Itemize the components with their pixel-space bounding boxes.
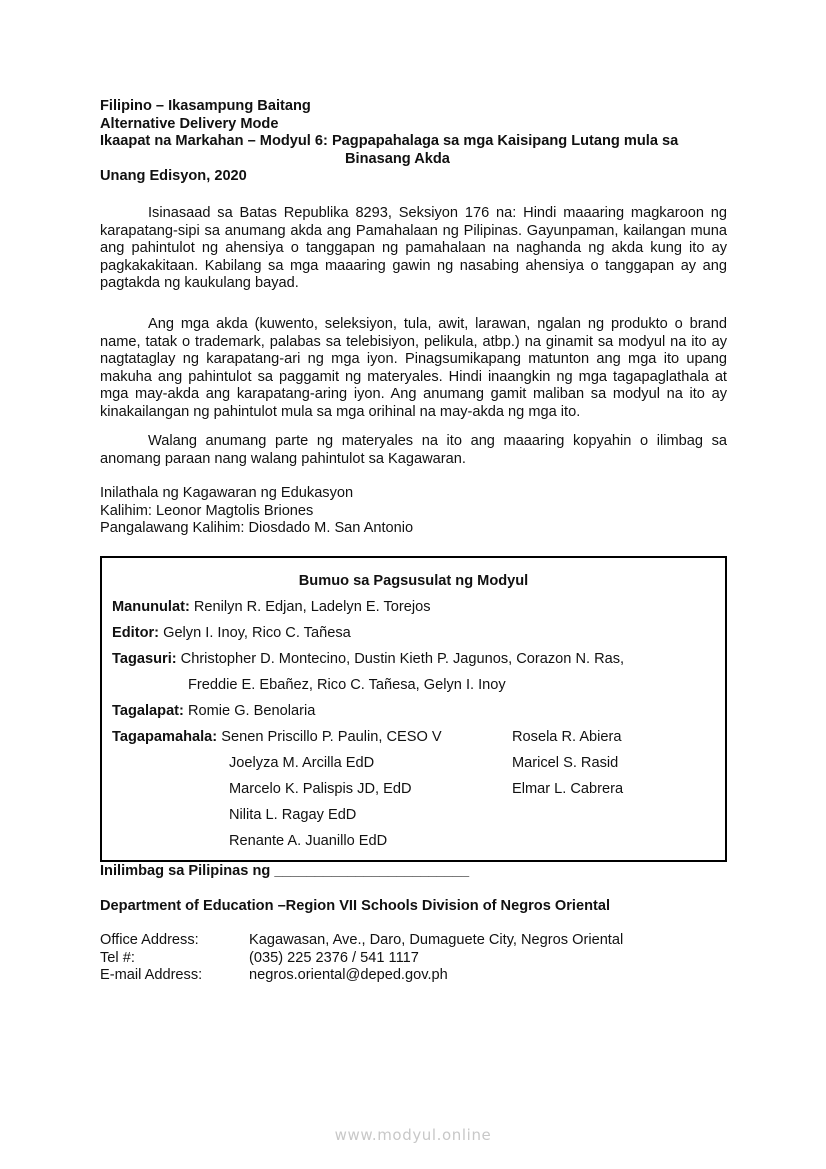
copyright-page [100, 98, 727, 983]
layout-value: Romie G. Benolaria [187, 703, 316, 719]
manager-col2-2: Maricel S. Rasid [512, 755, 619, 771]
layout-row [112, 702, 315, 720]
credits-title: Bumuo sa Pagsusulat ng Modyul [298, 573, 529, 589]
module-title-continued: Binasang Akda [345, 150, 450, 167]
copyright-paragraph-2: Ang mga akda (kuwento, seleksiyon, tula, awit, larawan, ngalan ng produkto o brand name, tatak o trademark, palabas sa telebisiyon, pelikula, atbp.) na ginamit sa modyul na ito ay nagtataglay ng karapatang-ari ng mga iyon. Pinagsumikapang matunton ang mga ito upang makuha ang pahintulot sa paggamit ng materyales. Hindi inaangkin ng mga tagapaglathala at mga may-akda ang karapatang-aring iyon. Ang anumang gamit maliban sa modyul na ito ay kinakailangan ng pahintulot mula sa mga orihinal na may-akda ng mga ito. [100, 316, 727, 420]
credits-box [100, 556, 727, 862]
managers-label: Tagapamahala: [112, 729, 218, 745]
manager-2: Joelyza M. Arcilla EdD [229, 755, 375, 771]
tel-value: (035) 225 2376 / 541 1117 [249, 949, 419, 966]
tel-row [100, 950, 623, 968]
reviewers-value-2: Freddie E. Ebañez, Rico C. Tañesa, Gelyn I. Inoy [188, 677, 506, 693]
email-row [100, 967, 623, 985]
writers-row [112, 598, 431, 616]
publisher-line: Inilathala ng Kagawaran ng Edukasyon [100, 485, 354, 501]
reviewers-row-cont [188, 676, 506, 694]
document-header [100, 98, 727, 186]
subject-grade: Filipino – Ikasampung Baitang [100, 98, 311, 114]
manager-col2-1: Rosela R. Abiera [512, 729, 622, 745]
watermark: www.modyul.online [334, 1126, 492, 1144]
manager-1: Senen Priscillo P. Paulin, CESO V [221, 729, 442, 745]
undersecretary-line: Pangalawang Kalihim: Diosdado M. San Antonio [100, 520, 414, 537]
manager-4: Nilita L. Ragay EdD [229, 807, 357, 823]
publisher-info [100, 485, 413, 538]
office-address-row [100, 932, 623, 950]
printed-in-line: Inilimbag sa Pilipinas ng ________________________ [100, 863, 470, 879]
writers-label: Manunulat: [112, 599, 190, 615]
office-address-label: Office Address: [100, 932, 199, 948]
contact-info [100, 932, 623, 985]
copyright-paragraph-3: Walang anumang parte ng materyales na ito ang maaaring kopyahin o ilimbag sa anomang paraan nang walang pahintulot sa Kagawaran. [100, 433, 727, 467]
reviewers-row [112, 650, 624, 668]
edition: Unang Edisyon, 2020 [100, 168, 247, 184]
editors-label: Editor: [112, 625, 160, 641]
writers-value: Renilyn R. Edjan, Ladelyn E. Torejos [193, 599, 431, 615]
copyright-paragraph-1: Isinasaad sa Batas Republika 8293, Seksiyon 176 na: Hindi maaaring magkaroon ng karapatang-sipi sa anumang akda ang Pamahalaan ng Pilipinas. Gayunpaman, kailangan muna ang pahintulot ng ahensiya o tanggapan ng pamahalaan na naghanda ng akda kung ito ay pagkakakitaan. Kabilang sa mga maaaring gawin ng nasabing ahensiya o tanggapan ay ang pagtakda ng kaukulang bayad. [100, 205, 727, 292]
email-value: negros.oriental@deped.gov.ph [249, 967, 448, 983]
managers-row [112, 728, 442, 746]
manager-5: Renante A. Juanillo EdD [229, 833, 388, 849]
reviewers-value-1: Christopher D. Montecino, Dustin Kieth P. Jagunos, Corazon N. Ras, [180, 651, 625, 667]
manager-col2-3: Elmar L. Cabrera [512, 781, 624, 797]
manager-3: Marcelo K. Palispis JD, EdD [229, 781, 412, 797]
editors-row [112, 624, 351, 642]
module-title: Ikaapat na Markahan – Modyul 6: Pagpapahalaga sa mga Kaisipang Lutang mula sa [100, 133, 679, 149]
tel-label: Tel #: [100, 949, 135, 966]
editors-value: Gelyn I. Inoy, Rico C. Tañesa [163, 625, 351, 641]
secretary-line: Kalihim: Leonor Magtolis Briones [100, 502, 314, 519]
deped-division: Department of Education –Region VII Schools Division of Negros Oriental [100, 898, 611, 914]
delivery-mode: Alternative Delivery Mode [100, 115, 279, 132]
email-label: E-mail Address: [100, 967, 203, 983]
office-address-value: Kagawasan, Ave., Daro, Dumaguete City, Negros Oriental [249, 932, 624, 948]
reviewers-label: Tagasuri: [112, 651, 177, 667]
layout-label: Tagalapat: [112, 703, 184, 719]
